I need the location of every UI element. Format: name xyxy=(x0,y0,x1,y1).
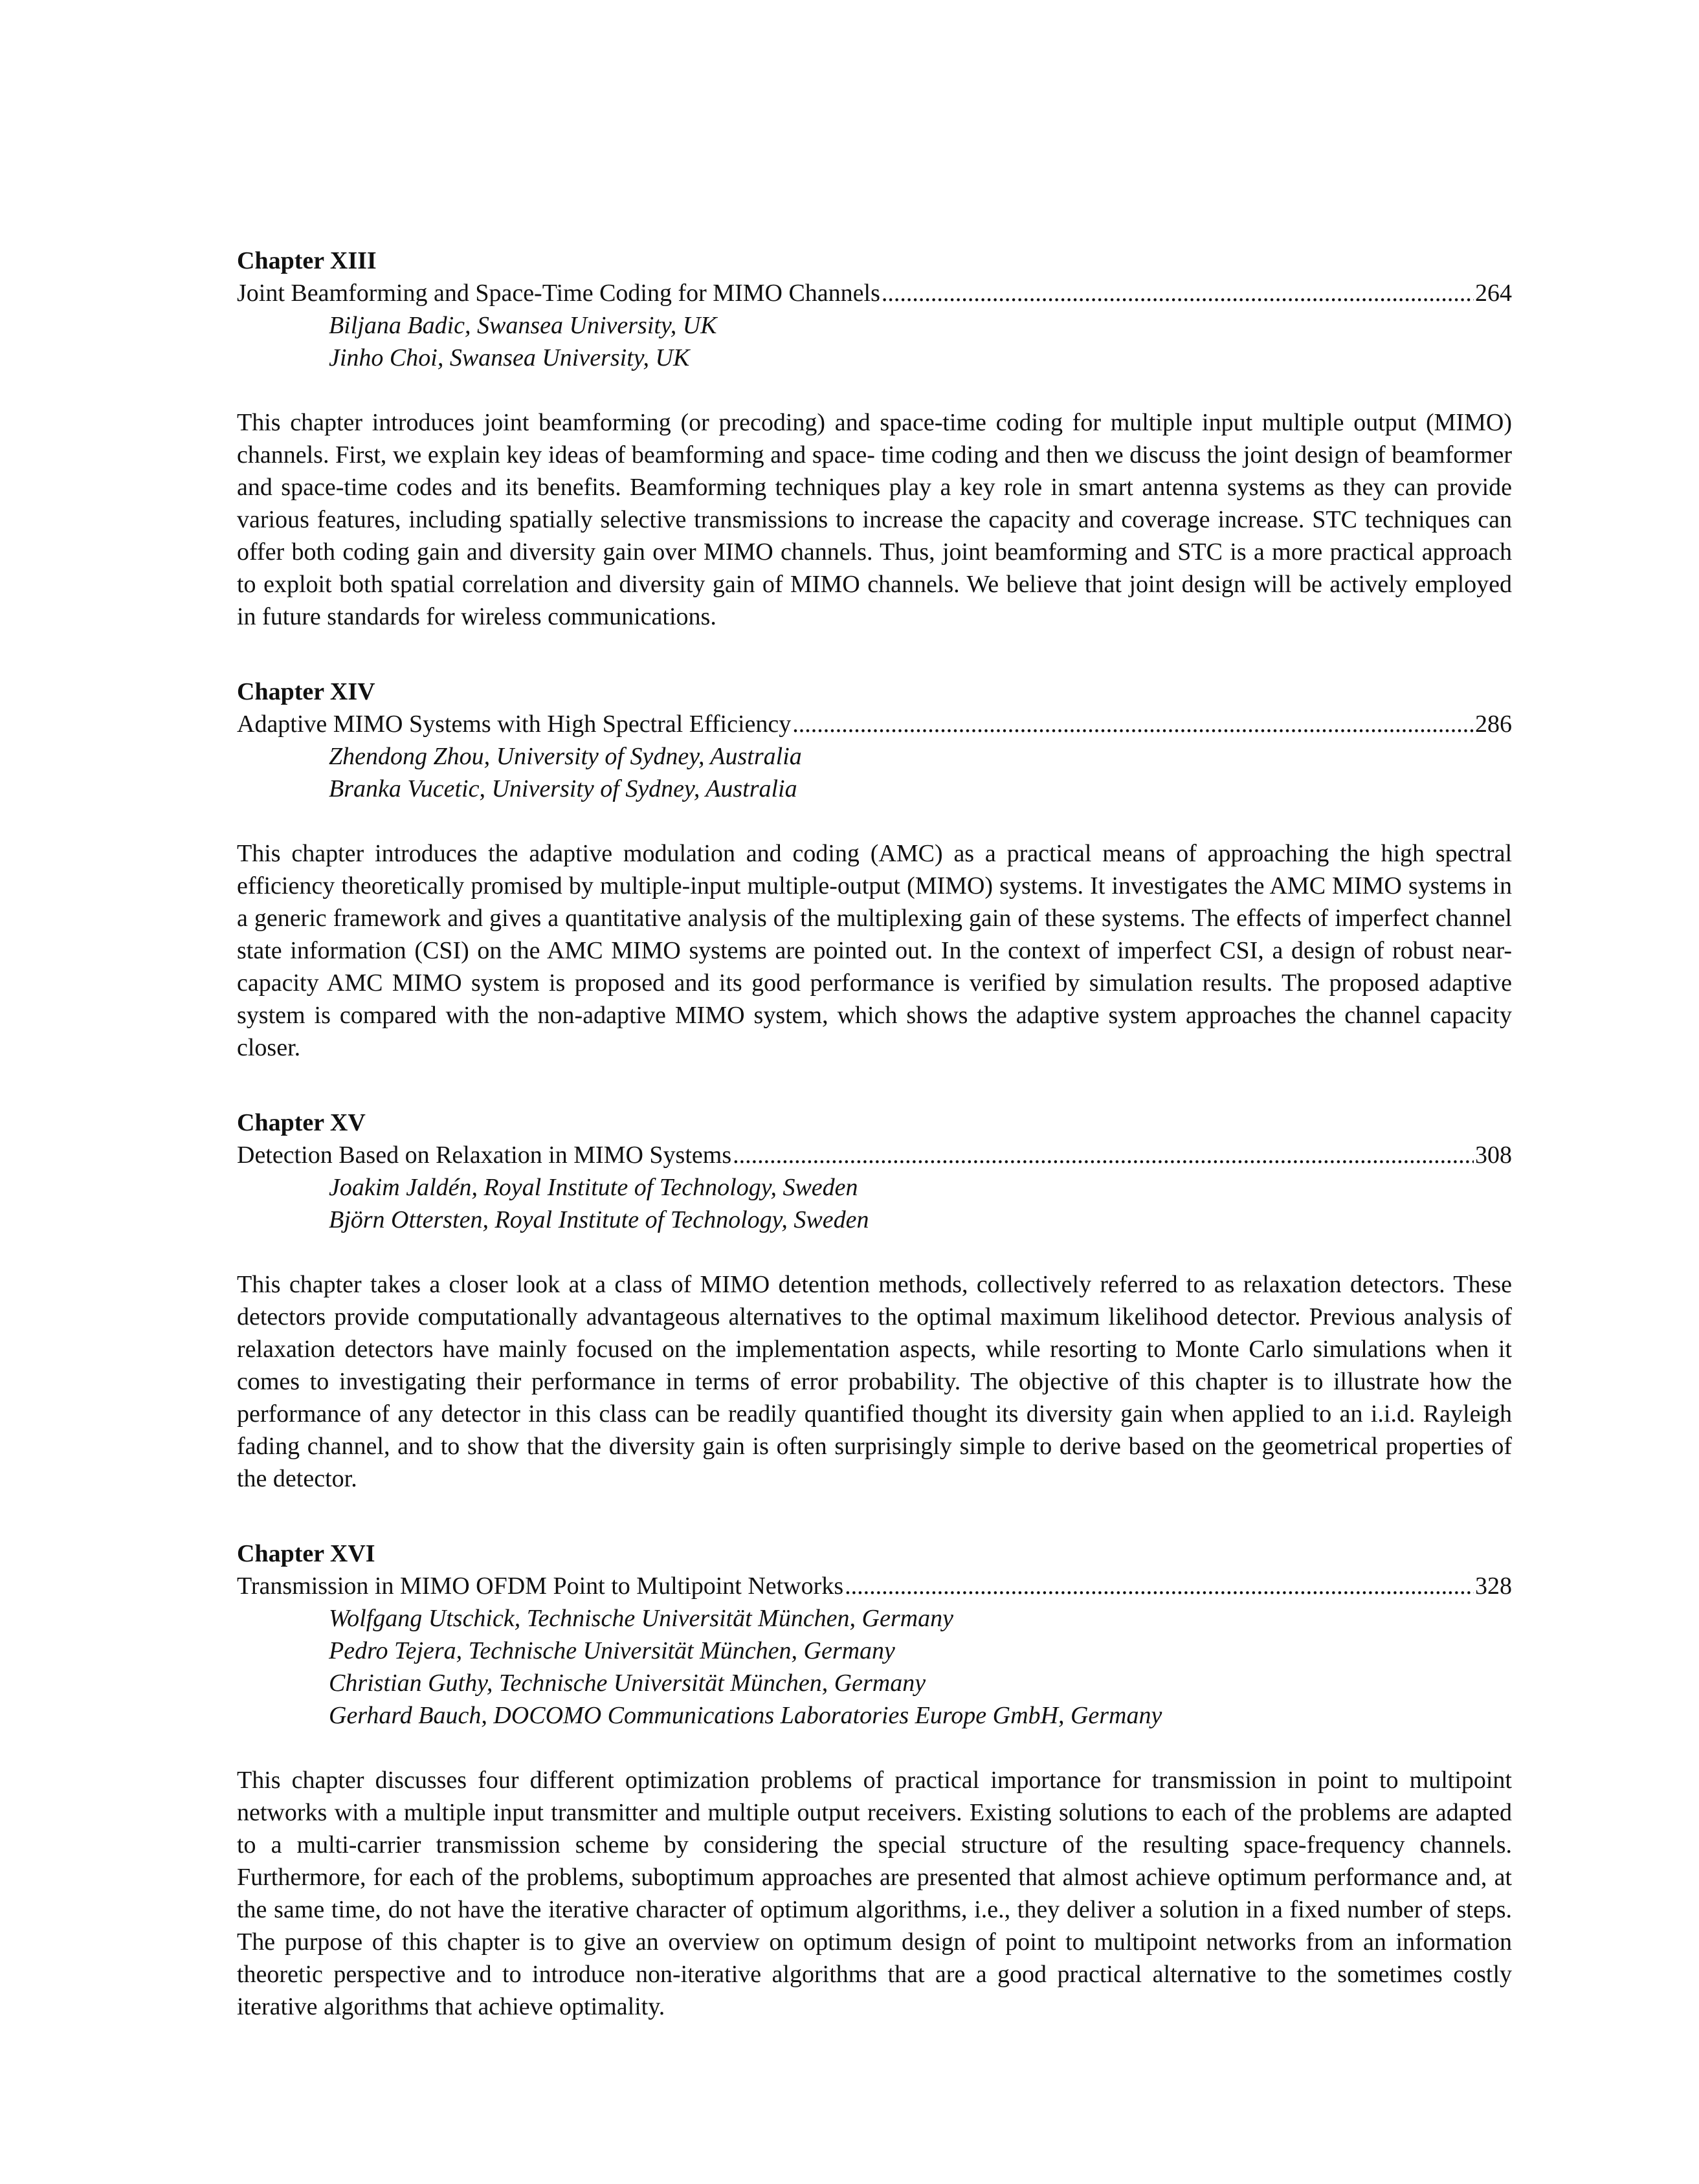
chapter-title[interactable]: Adaptive MIMO Systems with High Spectral Efficiency xyxy=(237,711,792,738)
author: Wolfgang Utschick, Technische Universität München, Germany xyxy=(329,1605,953,1632)
chapter-label: Chapter XV xyxy=(237,1109,366,1136)
chapter-abstract: This chapter takes a closer look at a class of MIMO detention methods, collectively referred to as relaxation detectors. These detectors provide computationally advantageous alternatives to the optimal maximum likelihood detector. Previous analysis of relaxation detectors have mainly focused on the implementation aspects, while resorting to Monte Carlo simulations when it comes to investigating their performance in terms of error probability. The objective of this chapter is to illustrate how the performance of any detector in this class can be readily quantified thought its diversity gain when applied to an i.i.d. Rayleigh fading channel, and to show that the diversity gain is often surprisingly simple to derive based on the geometrical properties of the detector. xyxy=(237,1271,1512,1492)
chapter-title-line[interactable] xyxy=(237,1570,1512,1602)
chapter-entry-14 xyxy=(237,676,1512,1064)
author: Christian Guthy, Technische Universität München, Germany xyxy=(329,1670,926,1697)
chapter-entry-13 xyxy=(237,245,1512,633)
author-list xyxy=(237,740,1512,805)
chapter-label: Chapter XIII xyxy=(237,247,377,274)
page-number[interactable]: 286 xyxy=(1475,711,1512,738)
author: Pedro Tejera, Technische Universität München, Germany xyxy=(329,1637,895,1664)
dot-leader xyxy=(792,708,1474,740)
chapter-title[interactable]: Transmission in MIMO OFDM Point to Multipoint Networks xyxy=(237,1572,844,1600)
dot-leader xyxy=(845,1570,1474,1602)
chapter-entry-15 xyxy=(237,1107,1512,1495)
author-list xyxy=(237,309,1512,374)
dot-leader xyxy=(882,277,1474,309)
chapter-abstract: This chapter introduces joint beamforming (or precoding) and space-time coding for multiple input multiple output (MIMO) channels. First, we explain key ideas of beamforming and space- time coding and then we discuss the joint design of beamformer and space-time codes and its benefits. Beamforming techniques play a key role in smart antenna systems as they can provide various features, including spatially selective transmissions to increase the capacity and coverage increase. STC techniques can offer both coding gain and diversity gain over MIMO channels. Thus, joint beamforming and STC is a more practical approach to exploit both spatial correlation and diversity gain of MIMO channels. We believe that joint design will be actively employed in future standards for wireless communications. xyxy=(237,409,1512,630)
author: Zhendong Zhou, University of Sydney, Australia xyxy=(329,743,802,770)
chapter-title-line[interactable] xyxy=(237,277,1512,309)
author: Gerhard Bauch, DOCOMO Communications Laboratories Europe GmbH, Germany xyxy=(329,1702,1162,1729)
author: Jinho Choi, Swansea University, UK xyxy=(329,344,690,371)
page-number[interactable]: 328 xyxy=(1475,1572,1512,1600)
author-list xyxy=(237,1171,1512,1236)
author: Branka Vucetic, University of Sydney, Australia xyxy=(329,775,797,802)
author: Joakim Jaldén, Royal Institute of Technology, Sweden xyxy=(329,1174,858,1201)
dot-leader xyxy=(733,1139,1474,1171)
chapter-title[interactable]: Joint Beamforming and Space-Time Coding for MIMO Channels xyxy=(237,280,880,307)
page-number[interactable]: 308 xyxy=(1475,1142,1512,1169)
chapter-abstract: This chapter introduces the adaptive modulation and coding (AMC) as a practical means of approaching the high spectral efficiency theoretically promised by multiple-input multiple-output (MIMO) systems. It investigates the AMC MIMO systems in a generic framework and gives a quantitative analysis of the multiplexing gain of these systems. The effects of imperfect channel state information (CSI) on the AMC MIMO systems are pointed out. In the context of imperfect CSI, a design of robust near-capacity AMC MIMO system is proposed and its good performance is verified by simulation results. The proposed adaptive system is compared with the non-adaptive MIMO system, which shows the adaptive system approaches the channel capacity closer. xyxy=(237,840,1512,1061)
chapter-title-line[interactable] xyxy=(237,1139,1512,1171)
chapter-entry-16 xyxy=(237,1538,1512,2023)
page-number[interactable]: 264 xyxy=(1475,280,1512,307)
toc-page xyxy=(237,245,1512,2066)
author: Björn Ottersten, Royal Institute of Technology, Sweden xyxy=(329,1206,869,1233)
chapter-label: Chapter XIV xyxy=(237,678,375,705)
chapter-label: Chapter XVI xyxy=(237,1540,375,1567)
chapter-abstract: This chapter discusses four different optimization problems of practical importance for transmission in point to multipoint networks with a multiple input transmitter and multiple output receivers. Existing solutions to each of the problems are adapted to a multi-carrier transmission scheme by considering the special structure of the resulting space-frequency channels. Furthermore, for each of the problems, suboptimum approaches are presented that almost achieve optimum performance and, at the same time, do not have the iterative character of optimum algorithms, i.e., they deliver a solution in a fixed number of steps. The purpose of this chapter is to give an overview on optimum design of point to multipoint networks from an information theoretic perspective and to introduce non-iterative algorithms that are a good practical alternative to the sometimes costly iterative algorithms that achieve optimality. xyxy=(237,1767,1512,2020)
chapter-title-line[interactable] xyxy=(237,708,1512,740)
author: Biljana Badic, Swansea University, UK xyxy=(329,312,717,339)
author-list xyxy=(237,1602,1512,1732)
chapter-title[interactable]: Detection Based on Relaxation in MIMO Systems xyxy=(237,1142,732,1169)
